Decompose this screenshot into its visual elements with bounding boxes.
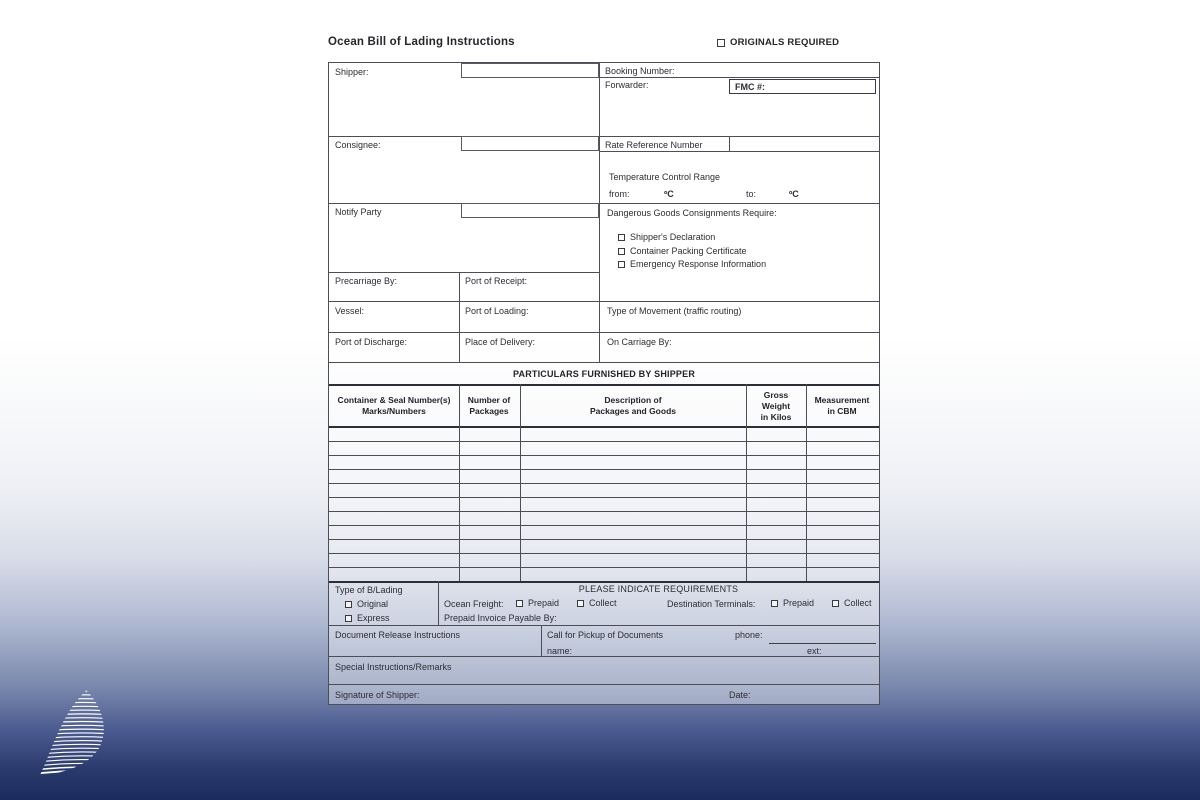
express-checkbox[interactable]: [345, 615, 352, 622]
document-release-label: Document Release Instructions: [335, 630, 461, 640]
sail-logo: [32, 686, 112, 782]
divider: [729, 136, 730, 151]
table-row[interactable]: [329, 442, 879, 456]
table-row[interactable]: [329, 428, 879, 442]
divider: [329, 656, 879, 657]
place-of-delivery-label: Place of Delivery:: [465, 337, 536, 347]
col-header-number-of-packages: Number of Packages: [467, 395, 511, 417]
port-of-receipt-label: Port of Receipt:: [465, 276, 528, 286]
originals-required: [717, 37, 839, 48]
temp-from-label: from:: [609, 189, 630, 199]
forwarder-label: Forwarder:: [605, 80, 649, 90]
ocean-freight-collect-label: Collect: [589, 598, 617, 608]
container-packing-certificate-label: Container Packing Certificate: [630, 246, 747, 256]
fmc-number-input[interactable]: [729, 79, 876, 94]
shippers-declaration-checkbox[interactable]: [618, 234, 625, 241]
original-checkbox[interactable]: [345, 601, 352, 608]
table-row[interactable]: [329, 470, 879, 484]
divider: [329, 684, 879, 685]
requirements-title: PLEASE INDICATE REQUIREMENTS: [578, 584, 739, 594]
port-of-loading-label: Port of Loading:: [465, 306, 529, 316]
col-header-measurement: Measurement in CBM: [814, 395, 870, 417]
temperature-range-label: Temperature Control Range: [609, 172, 721, 182]
page-title: Ocean Bill of Lading Instructions: [328, 36, 515, 48]
ext-label: ext:: [807, 646, 822, 656]
table-row[interactable]: [329, 498, 879, 512]
signature-label: Signature of Shipper:: [335, 690, 420, 700]
ocean-freight-label: Ocean Freight:: [444, 599, 504, 609]
temp-to-unit: ºC: [789, 189, 799, 199]
table-row[interactable]: [329, 554, 879, 568]
divider: [329, 136, 879, 137]
fmc-label: FMC #:: [735, 82, 765, 92]
special-instructions-label: Special Instructions/Remarks: [335, 662, 452, 672]
divider: [329, 332, 879, 333]
originals-required-checkbox[interactable]: [717, 39, 725, 47]
table-row[interactable]: [329, 526, 879, 540]
temp-to-label: to:: [746, 189, 757, 199]
notify-party-input[interactable]: [461, 203, 599, 218]
table-row[interactable]: [329, 512, 879, 526]
divider: [459, 272, 460, 362]
consignee-label: Consignee:: [335, 140, 381, 150]
divider: [599, 63, 600, 362]
table-row[interactable]: [329, 540, 879, 554]
ocean-freight-prepaid-checkbox[interactable]: [516, 600, 523, 607]
name-label: name:: [547, 646, 573, 656]
destination-collect-checkbox[interactable]: [832, 600, 839, 607]
divider: [329, 272, 599, 273]
dangerous-goods-title: Dangerous Goods Consignments Require:: [607, 208, 777, 218]
prepaid-invoice-payable-label: Prepaid Invoice Payable By:: [444, 613, 557, 623]
cargo-table-body: [329, 428, 879, 581]
rate-reference-label: Rate Reference Number: [605, 140, 703, 150]
express-label: Express: [357, 613, 390, 623]
port-of-discharge-label: Port of Discharge:: [335, 337, 408, 347]
col-header-container-seal: Container & Seal Number(s) Marks/Numbers: [337, 395, 451, 417]
divider: [329, 301, 879, 302]
temp-from-unit: ºC: [664, 189, 674, 199]
ocean-freight-prepaid-label: Prepaid: [528, 598, 560, 608]
divider: [541, 625, 542, 656]
col-header-description: Description of Packages and Goods: [590, 395, 676, 417]
divider: [599, 151, 879, 152]
date-label: Date:: [729, 690, 751, 700]
bill-of-lading-form: [328, 62, 880, 705]
divider: [329, 203, 879, 204]
booking-number-label: Booking Number:: [605, 66, 675, 76]
type-of-blading-label: Type of B/Lading: [335, 585, 403, 595]
ocean-freight-collect-checkbox[interactable]: [577, 600, 584, 607]
shipper-label: Shipper:: [335, 67, 369, 77]
on-carriage-label: On Carriage By:: [607, 337, 672, 347]
container-packing-certificate-checkbox[interactable]: [618, 248, 625, 255]
shippers-declaration-label: Shipper's Declaration: [630, 232, 716, 242]
destination-collect-label: Collect: [844, 598, 872, 608]
notify-party-label: Notify Party: [335, 207, 382, 217]
pickup-title: Call for Pickup of Documents: [547, 630, 664, 640]
destination-prepaid-label: Prepaid: [783, 598, 815, 608]
divider: [599, 77, 879, 78]
table-row[interactable]: [329, 568, 879, 581]
emergency-response-information-checkbox[interactable]: [618, 261, 625, 268]
original-label: Original: [357, 599, 389, 609]
divider: [329, 625, 879, 626]
destination-prepaid-checkbox[interactable]: [771, 600, 778, 607]
consignee-input[interactable]: [461, 136, 599, 151]
destination-terminals-label: Destination Terminals:: [667, 599, 756, 609]
table-row[interactable]: [329, 456, 879, 470]
phone-input-line[interactable]: [769, 643, 876, 644]
vessel-label: Vessel:: [335, 306, 365, 316]
phone-label: phone:: [735, 630, 763, 640]
emergency-response-information-label: Emergency Response Information: [630, 259, 767, 269]
type-of-movement-label: Type of Movement (traffic routing): [607, 306, 742, 316]
precarriage-label: Precarriage By:: [335, 276, 398, 286]
divider: [329, 581, 879, 583]
col-header-gross-weight: Gross Weight in Kilos: [760, 390, 792, 423]
shipper-input[interactable]: [461, 63, 599, 78]
particulars-band: PARTICULARS FURNISHED BY SHIPPER: [512, 368, 696, 379]
originals-required-label: ORIGINALS REQUIRED: [730, 37, 840, 48]
table-row[interactable]: [329, 484, 879, 498]
